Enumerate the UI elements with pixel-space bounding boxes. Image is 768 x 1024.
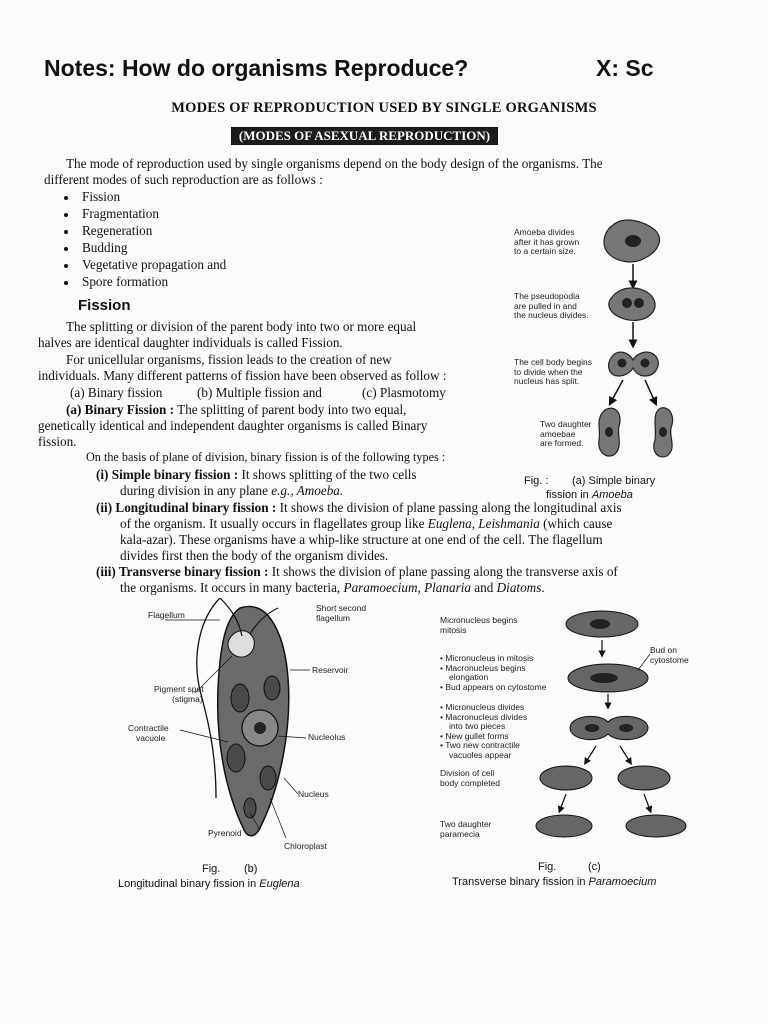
para-label-division: Division of cell body completed [440,768,501,788]
intro-line-2: different modes of such reproduction are as follows : [44,172,323,187]
list-item: Fragmentation [64,205,226,222]
fission-p1-l1: The splitting or division of the parent body into two or more equal [66,319,417,334]
list-item: Vegetative propagation and [64,256,226,273]
longitudinal-line1: (ii) Longitudinal binary fission : It shows the division of plane passing along the longitudinal axis [96,500,622,515]
amoeba-label-4: Two daughter amoebae are formed. [540,419,592,448]
transverse-line1: (iii) Transverse binary fission : It shows the division of plane passing along the transverse axis of [96,564,618,579]
para-label-bud: Bud on cytostome [650,645,689,665]
type-b: (b) Multiple fission and [197,385,322,400]
label-short-flagellum: Short second flagellum [316,603,367,623]
label-chloroplast: Chloroplast [284,841,327,851]
euglena-fig-letter: (b) [244,863,258,875]
basis-line: On the basis of plane of division, binary fission is of the following types : [86,450,446,464]
intro-line-1: The mode of reproduction used by single organisms depend on the body design of the organisms. The [66,156,603,171]
euglena-caption: Longitudinal binary fission in Euglena [118,878,300,890]
type-a: (a) Binary fission [70,385,163,400]
boxed-title: (MODES OF ASEXUAL REPRODUCTION) [231,127,498,145]
binary-fission-line1: (a) Binary Fission : The splitting of parent body into two equal, [66,402,407,417]
fission-p1-l2: halves are identical daughter individuals is called Fission. [38,335,343,350]
type-c: (c) Plasmotomy [362,385,446,400]
amoeba-label-3: The cell body begins to divide when the nucleus has split. [514,357,592,386]
simple-fission-line1: (i) Simple binary fission : It shows splitting of the two cells [96,467,417,482]
para-label-two: Two daughter paramecia [440,819,492,839]
para-list-2: • Micronucleus divides • Macronucleus divides into two pieces • New gullet forms • Two new contractile vacuoles appear [440,702,528,760]
amoeba-caption-2: fission in Amoeba [546,489,633,501]
label-nucleolus: Nucleolus [308,732,346,742]
para-caption: Transverse binary fission in Paramoecium [452,876,657,888]
label-pyrenoid: Pyrenoid [208,828,242,838]
list-item: Spore formation [64,273,226,290]
para-fig-letter: (c) [588,861,601,873]
label-reservoir: Reservoir [312,665,349,675]
amoeba-label-1: Amoeba divides after it has grown to a certain size. [514,227,580,256]
figure-paramoecium [530,600,710,850]
amoeba-fig-label: Fig. : [524,475,549,487]
label-flagellum: Flagellum [148,610,185,620]
list-item: Budding [64,239,226,256]
class-label: X: Sc [596,55,654,81]
longitudinal-line4: divides first then the body of the organism divides. [120,548,389,563]
fission-p2-l1: For unicellular organisms, fission leads to the creation of new [66,352,392,367]
amoeba-label-2: The pseudopodia are pulled in and the nucleus divides. [514,291,589,320]
label-nucleus: Nucleus [298,789,329,799]
label-pigment-spot: Pigment spot (stigma) [154,684,204,704]
para-fig-label: Fig. [538,861,557,873]
binary-fission-line3: fission. [38,434,77,449]
list-item: Regeneration [64,222,226,239]
binary-fission-line2: genetically identical and independent daughter organisms is called Binary [38,418,428,433]
transverse-line2: the organisms. It occurs in many bacteria, Paramoecium, Planaria and Diatoms. [120,580,545,595]
paramoecium-diagram [530,600,710,850]
para-list-1: • Micronucleus in mitosis • Macronucleus begins elongation • Bud appears on cytostome [440,653,547,692]
fission-p2-l2: individuals. Many different patterns of fission have been observed as follow : [38,368,447,383]
euglena-fig-label: Fig. [202,863,221,875]
modes-list [64,188,226,290]
list-item: Fission [64,188,226,205]
label-contractile-vacuole: Contractile vacuole [128,723,169,743]
simple-fission-line2: during division in any plane e.g., Amoeba. [120,483,344,498]
longitudinal-line2: of the organism. It usually occurs in flagellates group like Euglena, Leishmania (which cause [120,516,613,531]
para-label-1: Micronucleus begins mitosis [440,615,518,635]
fission-heading: Fission [78,297,131,314]
longitudinal-line3: kala-azar). These organisms have a whip-like structure at one end of the cell. The flagellum [120,532,603,547]
amoeba-caption-1: (a) Simple binary [572,475,656,487]
section-title: MODES OF REPRODUCTION USED BY SINGLE ORGANISMS [171,100,597,116]
page-title: Notes: How do organisms Reproduce? [44,55,469,81]
